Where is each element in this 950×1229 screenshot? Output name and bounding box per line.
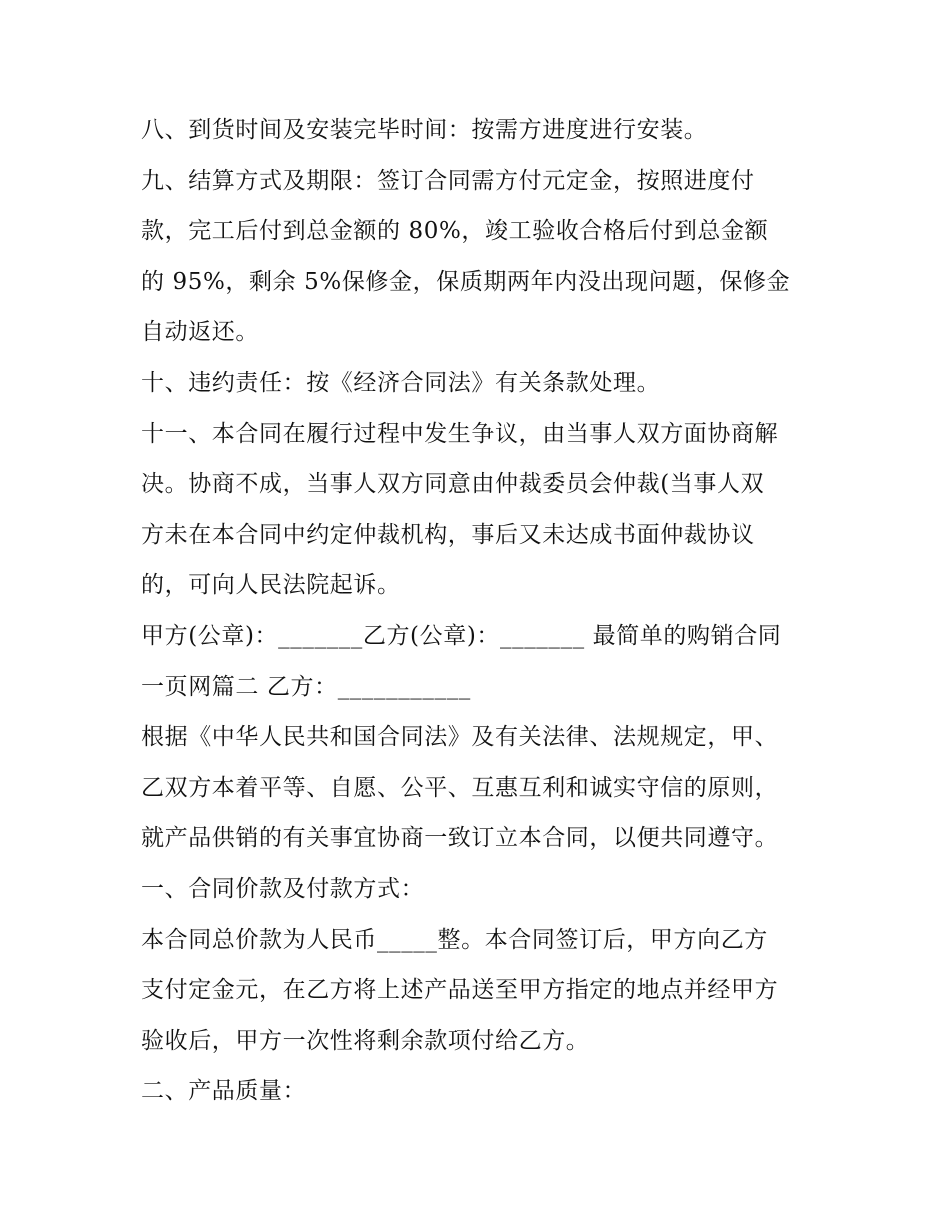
text-line: 决。协商不成，当事人双方同意由仲裁委员会仲裁(当事人双 [141, 471, 765, 497]
text-line: 款，完工后付到总金额的 80%，竣工验收合格后付到总金额 [141, 218, 769, 244]
text-line: 十一、本合同在履行过程中发生争议，由当事人双方面协商解 [141, 421, 779, 447]
text-line: 的，可向人民法院起诉。 [141, 572, 401, 598]
text-line: 就产品供销的有关事宜协商一致订立本合同，以便共同遵守。 [141, 825, 779, 851]
text-line: 的 95%，剩余 5%保修金，保质期两年内没出现问题，保修金 [141, 269, 791, 295]
section-heading: 一、合同价款及付款方式： [141, 876, 425, 902]
text-line: 自动返还。 [141, 319, 259, 345]
signature-line: 甲方(公章)：_______乙方(公章)：_______ 最简单的购销合同 [141, 623, 782, 649]
text-line: 方未在本合同中约定仲裁机构，事后又未达成书面仲裁协议 [141, 522, 755, 548]
text-line: 本合同总价款为人民币_____整。本合同签订后，甲方向乙方 [141, 927, 768, 953]
text-line: 九、结算方式及期限：签订合同需方付元定金，按照进度付 [141, 168, 755, 194]
text-line: 十、违约责任：按《经济合同法》有关条款处理。 [141, 370, 661, 396]
section-heading: 二、产品质量： [141, 1078, 307, 1104]
text-line: 八、到货时间及安装完毕时间：按需方进度进行安装。 [141, 117, 708, 143]
text-line: 支付定金元，在乙方将上述产品送至甲方指定的地点并经甲方 [141, 977, 779, 1003]
text-line: 乙双方本着平等、自愿、公平、互惠互利和诚实守信的原则， [141, 775, 779, 801]
text-line: 验收后，甲方一次性将剩余款项付给乙方。 [141, 1028, 590, 1054]
text-line: 一页网篇二 乙方：___________ [141, 674, 471, 700]
text-line: 根据《中华人民共和国合同法》及有关法律、法规规定，甲、 [141, 724, 779, 750]
